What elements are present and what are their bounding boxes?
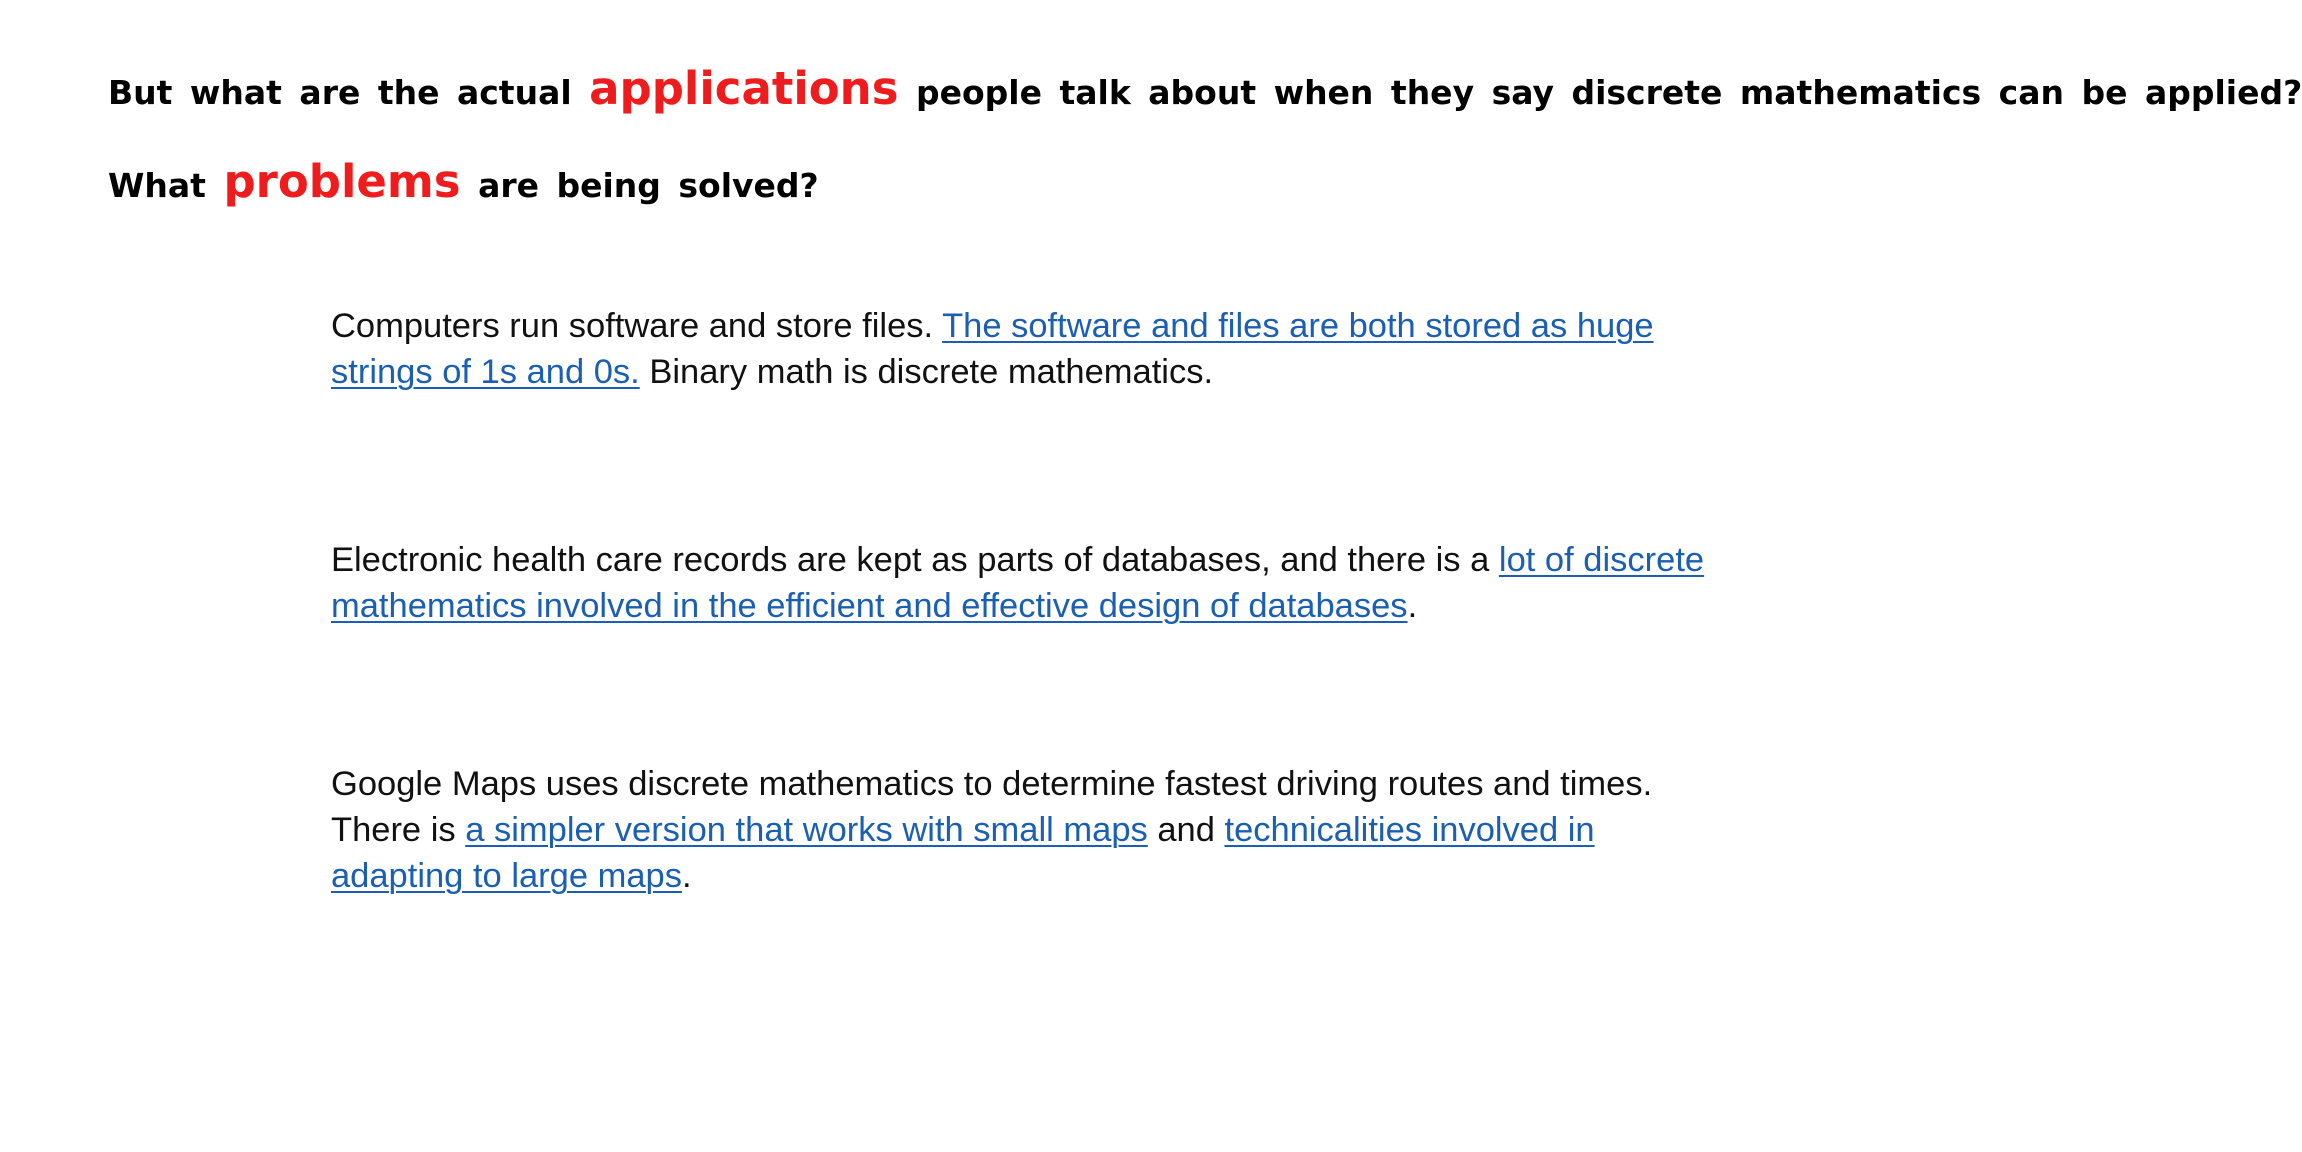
link-large-maps[interactable]: technicalities involved in adapting to large maps [331,811,1595,895]
link-database-design[interactable]: lot of discrete mathematics involved in the efficient and effective design of databases [331,541,1705,625]
paragraph-text: Computers run software and store files. [331,307,943,345]
paragraph-text: . [681,857,692,895]
heading-question-applications [108,62,2302,115]
paragraph-health-records [331,537,1731,629]
paragraph-text: . [1407,587,1418,625]
link-binary-storage[interactable]: The software and files are both stored as huge strings of 1s and 0s. [331,307,1654,391]
highlight-problems: problems [223,155,461,208]
link-small-maps[interactable]: a simpler version that works with small maps [465,811,1148,849]
paragraph-text: and [1147,811,1225,849]
heading-text: But what are the actual [108,73,590,112]
heading-text: people talk about when they say discrete mathematics can be applied? [898,73,2302,112]
paragraph-text: Binary math is discrete mathematics. [639,353,1214,391]
paragraph-google-maps [331,761,1731,899]
paragraph-computers [331,303,1731,395]
highlight-applications: applications [589,62,899,115]
paragraph-text: Google Maps uses discrete mathematics to determine fastest driving routes and times. There is [331,765,1653,849]
heading-text: are being solved? [460,166,819,205]
heading-question-problems [108,155,819,208]
paragraph-text: Electronic health care records are kept as parts of databases, and there is a [331,541,1499,579]
heading-text: What [108,166,224,205]
